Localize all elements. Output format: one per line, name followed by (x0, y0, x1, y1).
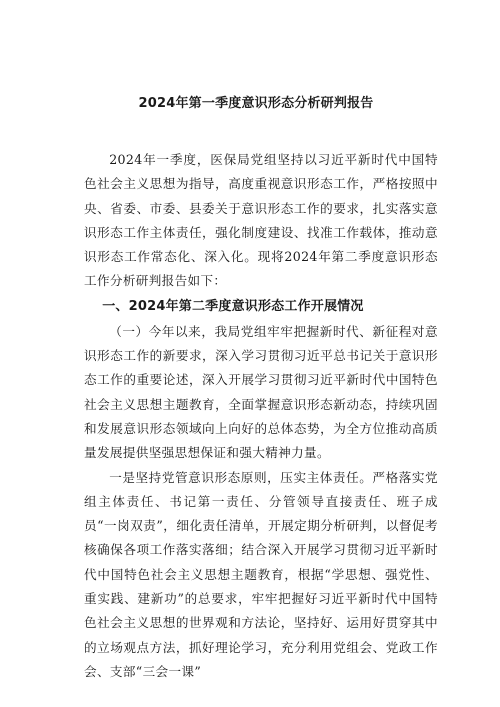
body-paragraph-1: （一）今年以来，我局党组牢牢把握新时代、新征程对意识形态工作的新要求，深入学习贯彻习近平总书记关于意识形态工作的重要论述，深入开展学习贯彻习近平新时代中国特色社会主义思想主题教育，全面掌握意识形态新动态，持续巩固和发展意识形态领域向上向好的总体态势，为全方位推动高质量发展提供坚强思想保证和强大精神力量。 (84, 323, 438, 461)
body-paragraph-2: 一是坚持党管意识形态原则，压实主体责任。严格落实党组主体责任、书记第一责任、分管领导直接责任、班子成员“一岗双责”，细化责任清单，开展定期分析研判，以督促考核确保各项工作落实落细；结合深入开展学习贯彻习近平新时代中国特色社会主义思想主题教育，根据“学思想、强党性、重实践、建新功”的总要求，牢牢把握好习近平新时代中国特色社会主义思想的世界观和方法论，坚持好、运用好贯穿其中的立场观点方法，抓好理论学习，充分利用党组会、党政工作会、支部“三会一课” (84, 469, 438, 679)
document-title: 2024年第一季度意识形态分析研判报告 (138, 96, 374, 111)
section-heading: 一、2024年第二季度意识形态工作开展情况 (102, 298, 364, 314)
intro-paragraph: 2024年一季度，医保局党组坚持以习近平新时代中国特色社会主义思想为指导，高度重视意识形态工作，严格按照中央、省委、市委、县委关于意识形态工作的要求，扎实落实意识形态工作主体责任，强化制度建设、找准工作载体，推动意识形态工作常态化、深入化。现将2024年第二季度意识形态工作分析研判报告如下： (84, 152, 438, 289)
